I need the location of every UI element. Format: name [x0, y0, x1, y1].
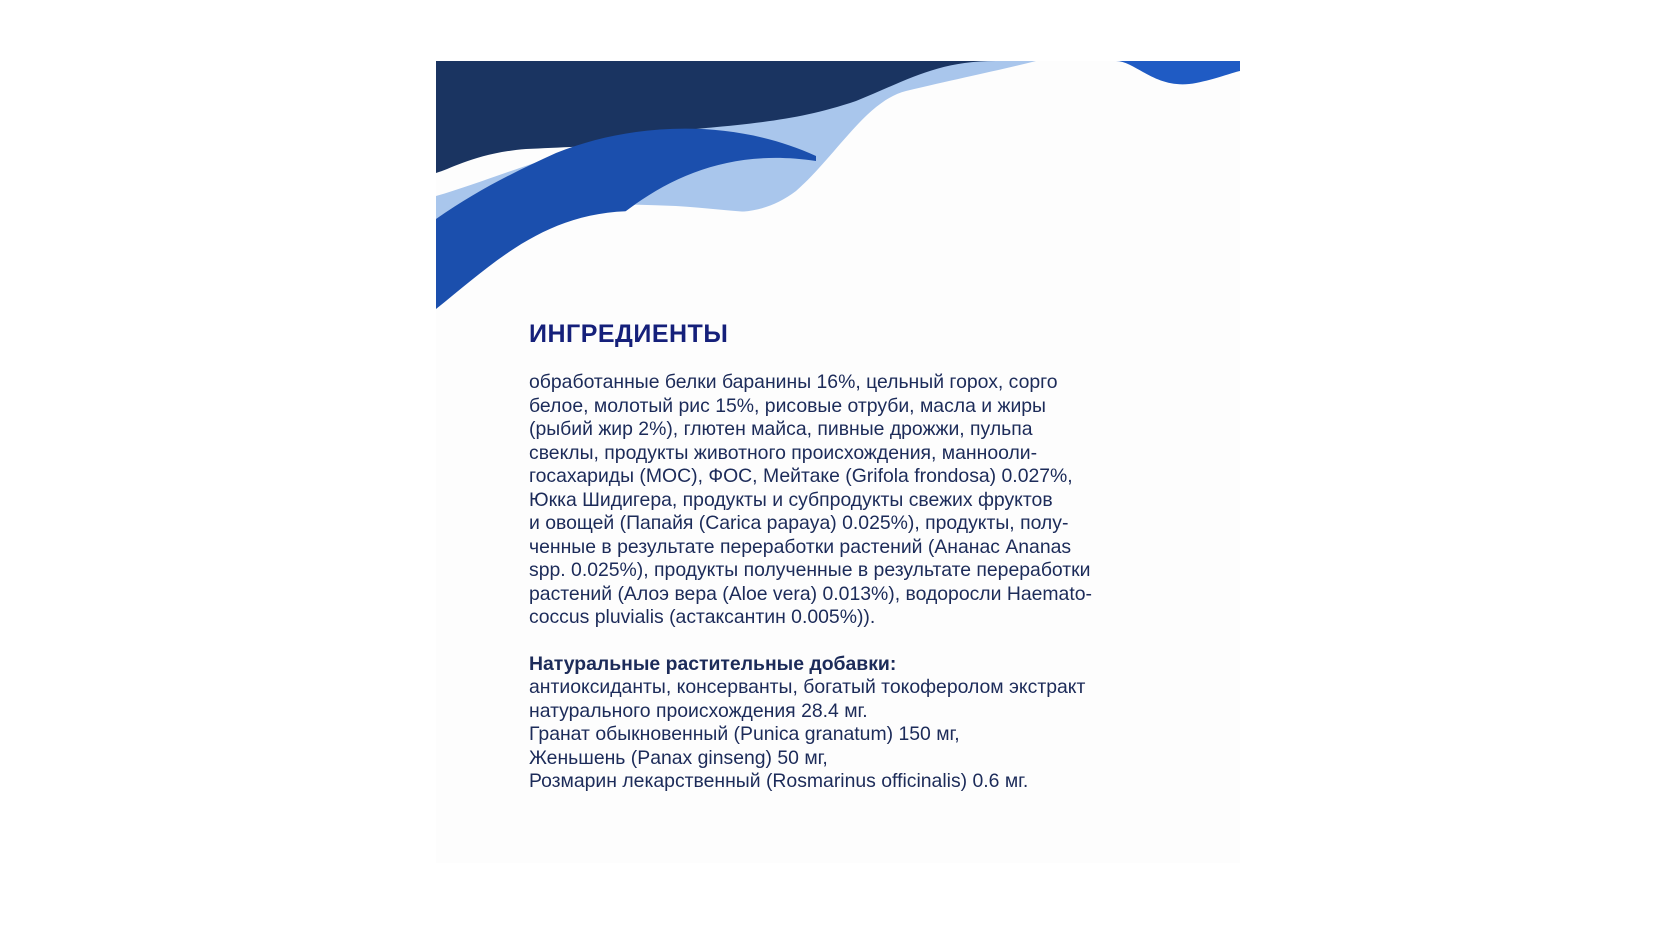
ingredients-line: (рыбий жир 2%), глютен майса, пивные дрожжи, пульпа: [529, 418, 1033, 440]
additives-text: [529, 676, 1189, 794]
additives-line: Розмарин лекарственный (Rosmarinus officinalis) 0.6 мг.: [529, 770, 1029, 792]
ingredients-line: spp. 0.025%), продукты полученные в результате переработки: [529, 559, 1091, 581]
additives-line: Женьшень (Panax ginseng) 50 мг,: [529, 746, 828, 769]
ingredients-text: [529, 371, 1189, 630]
ingredients-line: свеклы, продукты животного происхождения, маннооли-: [529, 441, 1038, 464]
ingredients-line: госахариды (МОС), ФОС, Мейтаке (Grifola frondosa) 0.027%,: [529, 465, 1073, 487]
ingredients-line: ченные в результате переработки растений (Ананас Ananas: [529, 535, 1072, 558]
ingredients-line: Юкка Шидигера, продукты и субпродукты свежих фруктов: [529, 488, 1053, 511]
wave-header-decoration: [436, 61, 1240, 331]
additives-line: антиоксиданты, консерванты, богатый токоферолом экстракт: [529, 676, 1086, 698]
ingredients-line: coccus pluvialis (астаксантин 0.005%)).: [529, 606, 876, 628]
additives-heading: Натуральные растительные добавки:: [529, 652, 897, 675]
additives-line: натурального происхождения 28.4 мг.: [529, 699, 868, 722]
ingredients-line: и овощей (Папайя (Carica papaya) 0.025%), продукты, полу-: [529, 512, 1069, 534]
ingredients-card: [436, 61, 1240, 863]
ingredients-line: растений (Алоэ вера (Aloe vera) 0.013%), водоросли Haemato-: [529, 582, 1092, 605]
ingredients-line: обработанные белки баранины 16%, цельный горох, сорго: [529, 371, 1058, 393]
ingredients-line: белое, молотый рис 15%, рисовые отруби, масла и жиры: [529, 394, 1046, 417]
ingredients-heading: ИНГРЕДИЕНТЫ: [529, 320, 729, 348]
ingredients-content: [529, 319, 1189, 794]
additives-line: Гранат обыкновенный (Punica granatum) 150 мг,: [529, 723, 960, 745]
